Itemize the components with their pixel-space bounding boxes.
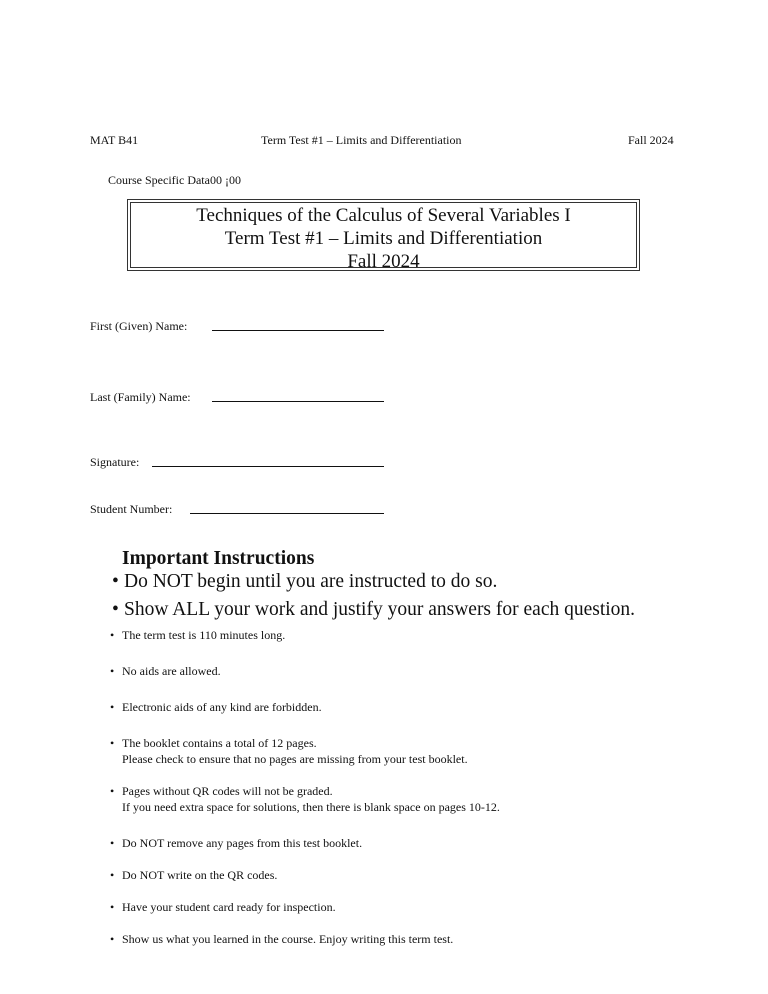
major-instruction [112, 600, 635, 620]
minor-instruction [110, 627, 285, 643]
title-line-2: Term Test #1 – Limits and Differentiation [224, 228, 543, 249]
bullet-icon: • [110, 700, 115, 714]
student-number-line[interactable] [190, 513, 384, 514]
instruction-text: No aids are allowed. [122, 664, 221, 678]
instruction-text: The booklet contains a total of 12 pages. [122, 736, 317, 750]
student-number-label: Student Number: [90, 502, 173, 516]
first-name-label: First (Given) Name: [90, 319, 188, 333]
instruction-text: Please check to ensure that no pages are missing from your test booklet. [122, 752, 468, 766]
signature-line[interactable] [152, 466, 384, 467]
minor-instruction [110, 663, 221, 679]
bullet-icon: • [110, 836, 115, 850]
instruction-text: Pages without QR codes will not be graded. [122, 784, 333, 798]
last-name-line[interactable] [212, 401, 384, 402]
bullet-icon: • [110, 628, 115, 642]
minor-instruction [110, 735, 468, 767]
bullet-icon: • [110, 900, 115, 914]
instruction-text: Electronic aids of any kind are forbidden. [122, 700, 322, 714]
minor-instruction [110, 899, 336, 915]
instruction-text: Show ALL your work and justify your answers for each question. [124, 599, 636, 620]
minor-instruction [110, 867, 277, 883]
minor-instruction [110, 699, 322, 715]
last-name-label: Last (Family) Name: [90, 390, 191, 404]
header-course: MAT B41 [90, 133, 139, 147]
title-line-3: Fall 2024 [347, 251, 420, 272]
instruction-text: Do NOT remove any pages from this test booklet. [122, 836, 363, 850]
bullet-icon: • [112, 571, 119, 592]
bullet-icon: • [110, 868, 115, 882]
instruction-text: If you need extra space for solutions, then there is blank space on pages 10-12. [122, 800, 500, 814]
bullet-icon: • [110, 784, 115, 798]
title-line-1: Techniques of the Calculus of Several Variables I [196, 205, 571, 226]
instructions-heading: Important Instructions [122, 548, 315, 569]
bullet-icon: • [110, 664, 115, 678]
header-title: Term Test #1 – Limits and Differentiation [261, 133, 462, 147]
major-instruction [112, 572, 497, 592]
course-specific-data: Course Specific Data00 ¡00 [108, 173, 241, 187]
instruction-text: Have your student card ready for inspection. [122, 900, 336, 914]
title-box [127, 199, 640, 271]
instruction-text: Show us what you learned in the course. Enjoy writing this term test. [122, 932, 454, 946]
signature-label: Signature: [90, 455, 140, 469]
bullet-icon: • [110, 932, 115, 946]
first-name-line[interactable] [212, 330, 384, 331]
minor-instruction [110, 783, 500, 815]
instruction-text: Do NOT write on the QR codes. [122, 868, 278, 882]
instruction-text: Do NOT begin until you are instructed to do so. [124, 571, 498, 592]
instruction-text: The term test is 110 minutes long. [122, 628, 286, 642]
minor-instruction [110, 931, 453, 947]
header-term: Fall 2024 [628, 133, 674, 147]
bullet-icon: • [110, 736, 115, 750]
minor-instruction [110, 835, 362, 851]
bullet-icon: • [112, 599, 119, 620]
